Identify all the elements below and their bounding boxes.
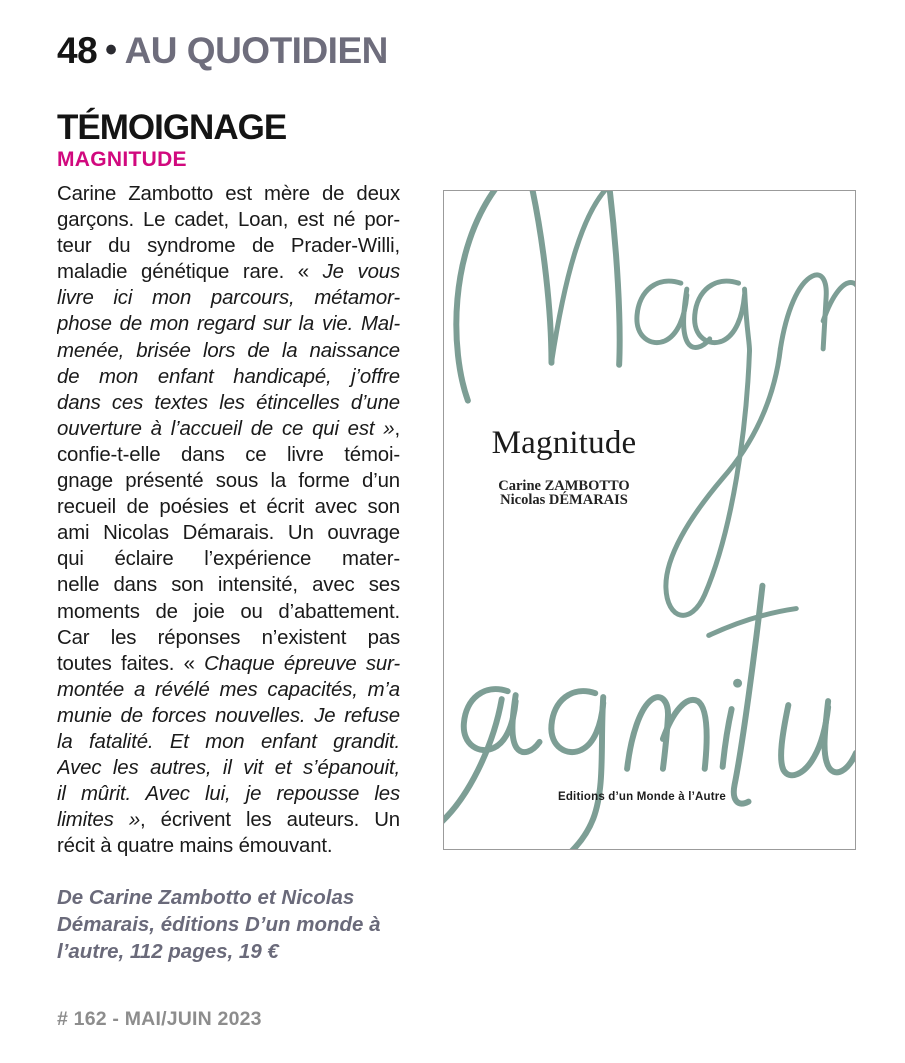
quote-text: Chaque épreuve sur- <box>204 652 400 675</box>
cover-script-lettering <box>444 191 855 849</box>
body-line <box>57 442 400 468</box>
quote-text: livre ici mon parcours, métamor- <box>57 287 400 310</box>
body-line <box>57 625 400 651</box>
body-text: , écrivent les auteurs. Un <box>140 809 400 832</box>
page-number: 48 <box>57 30 98 71</box>
body-text: garçons. Le cadet, Loan, est né por- <box>57 209 400 232</box>
credit-note <box>57 884 381 965</box>
quote-text: la fatalité. Et mon enfant grandit. <box>57 730 400 753</box>
section-title: AU QUOTIDIEN <box>124 30 388 71</box>
cover-author: Carine ZAMBOTTO <box>498 478 630 494</box>
body-text: , <box>394 417 400 440</box>
body-line <box>57 181 400 207</box>
quote-text: dans ces textes les étincelles d’une <box>57 391 400 414</box>
body-line <box>57 520 400 546</box>
body-line <box>57 833 400 859</box>
issue-footer: # 162 - MAI/JUIN 2023 <box>57 1008 262 1030</box>
body-text: toutes faites. « <box>57 652 205 675</box>
body-line <box>57 364 400 390</box>
cover-publisher: Editions d’un Monde à l’Autre <box>557 791 727 803</box>
body-text: qui éclaire l’expérience mater- <box>57 548 400 571</box>
quote-text: il mûrit. Avec lui, je repousse les <box>57 783 400 806</box>
article-category: TÉMOIGNAGE <box>57 108 287 147</box>
cover-authors <box>469 479 659 507</box>
body-line <box>57 416 400 442</box>
body-line <box>57 207 400 233</box>
quote-text: munie de forces nouvelles. Je refuse <box>57 704 400 727</box>
body-text: maladie génétique rare. « <box>57 261 323 284</box>
body-line <box>57 494 400 520</box>
bullet-separator: • <box>105 31 117 69</box>
body-text: gnage présenté sous la forme d’un <box>57 470 400 493</box>
body-text: confie-t-elle dans ce livre témoi- <box>57 443 400 466</box>
body-text: ami Nicolas Démarais. Un ouvrage <box>57 522 400 545</box>
book-cover <box>443 190 856 850</box>
body-line <box>57 233 400 259</box>
body-line <box>57 546 400 572</box>
quote-text: de mon enfant handicapé, j’offre <box>57 365 400 388</box>
script-word-bottom <box>444 586 855 849</box>
quote-text: montée a révélé mes capacités, m’a <box>57 678 400 701</box>
cover-title-block <box>469 425 659 507</box>
body-text: Car les réponses n’existent pas <box>57 626 400 649</box>
body-line <box>57 755 400 781</box>
page-header <box>57 30 388 72</box>
article-title: MAGNITUDE <box>57 148 187 171</box>
body-line <box>57 703 400 729</box>
body-line <box>57 285 400 311</box>
body-line <box>57 572 400 598</box>
body-line <box>57 390 400 416</box>
body-line <box>57 338 400 364</box>
body-line <box>57 807 400 833</box>
cover-title: Magnitude <box>491 425 637 461</box>
body-line <box>57 468 400 494</box>
credit-line: Démarais, éditions D’un monde à <box>57 913 381 936</box>
body-line <box>57 729 400 755</box>
credit-line: l’autre, 112 pages, 19 € <box>57 940 279 963</box>
quote-text: limites » <box>57 809 141 832</box>
cover-author: Nicolas DÉMARAIS <box>500 492 628 508</box>
body-text: teur du syndrome de Prader-Willi, <box>57 235 400 258</box>
credit-line: De Carine Zambotto et Nicolas <box>57 886 355 909</box>
body-line <box>57 677 400 703</box>
body-text: récit à quatre mains émouvant. <box>57 835 333 858</box>
quote-text: phose de mon regard sur la vie. Mal- <box>57 313 400 336</box>
quote-text: menée, brisée lors de la naissance <box>57 339 400 362</box>
body-line <box>57 311 400 337</box>
body-text: moments de joie ou d’abattement. <box>57 600 400 623</box>
body-line <box>57 651 400 677</box>
body-text: recueil de poésies et écrit avec son <box>57 496 400 519</box>
body-text: Carine Zambotto est mère de deux <box>57 183 400 205</box>
article-body <box>57 181 400 859</box>
body-line <box>57 781 400 807</box>
quote-text: Je vous <box>322 261 400 284</box>
body-line <box>57 259 400 285</box>
quote-text: ouverture à l’accueil de ce qui est » <box>57 417 395 440</box>
body-line <box>57 599 400 625</box>
quote-text: Avec les autres, il vit et s’épanouit, <box>57 757 400 780</box>
body-text: nelle dans son intensité, avec ses <box>57 574 400 597</box>
script-word-top <box>456 191 855 615</box>
